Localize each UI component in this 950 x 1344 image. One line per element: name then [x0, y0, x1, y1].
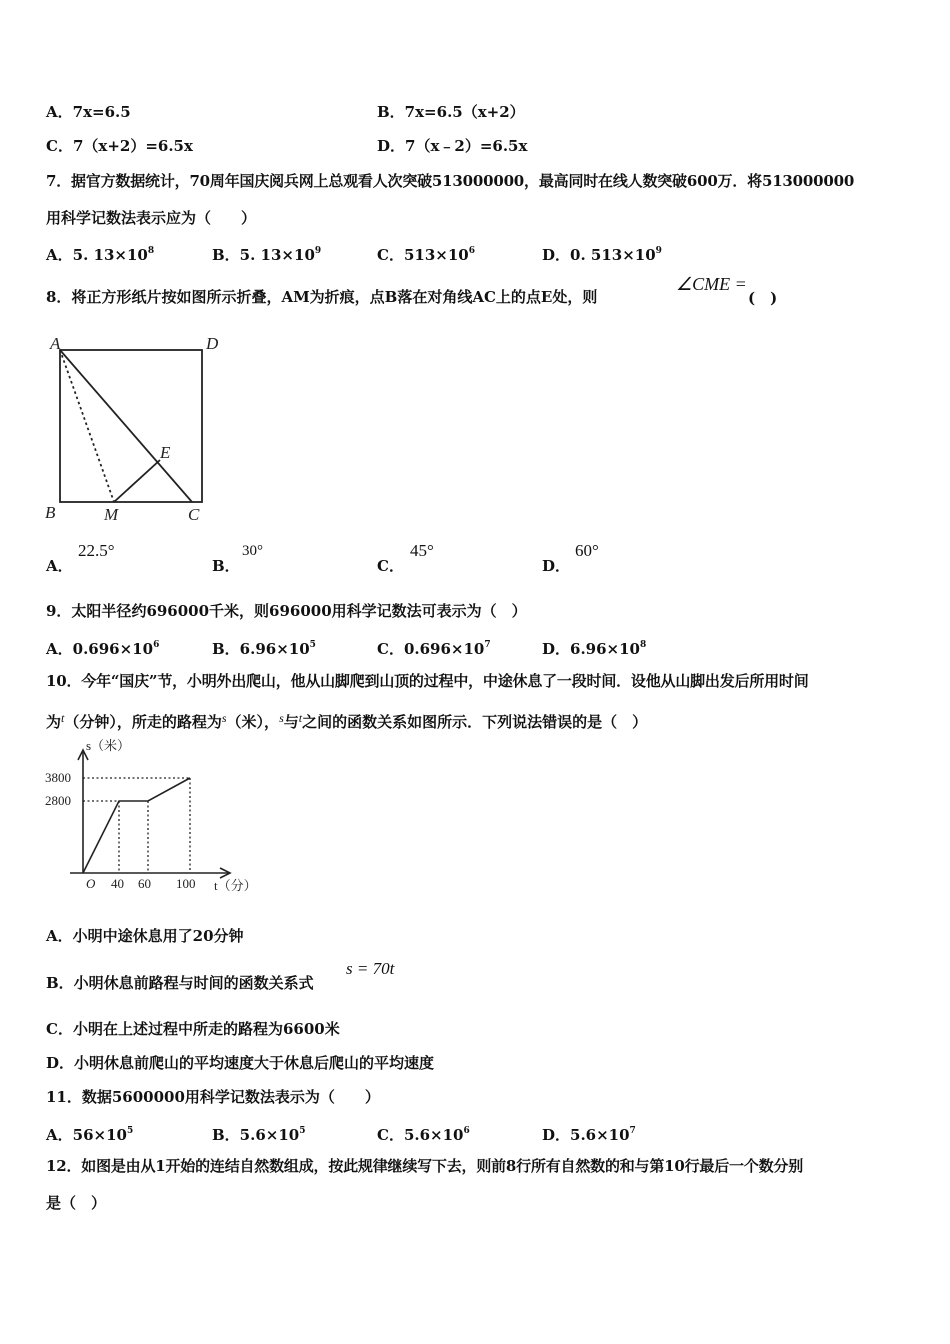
q8-square-figure	[40, 330, 230, 525]
q8-option-b-value: 30°	[242, 543, 263, 559]
fig-label-m: M	[104, 505, 119, 524]
q7-option-d: D．0. $513\times 10^9$	[542, 246, 662, 264]
graph-x-label: t（分）	[214, 878, 257, 893]
graph-x-tick-100: 100	[176, 876, 196, 891]
q8-option-c-value: 45°	[410, 541, 434, 560]
graph-y-tick-2800: 2800	[45, 793, 71, 808]
q10-option-b-formula: s = 70t	[346, 959, 395, 978]
q10-option-a: A．小明中途休息用了20分钟	[46, 927, 244, 945]
q7-option-c: C．$513\times 10^6$	[377, 246, 475, 264]
graph-x-tick-60: 60	[138, 876, 151, 891]
q12-stem-line1: 12．如图是由从1开始的连结自然数组成，按此规律继续写下去，则前8行所有自然数的和与第10行最后一个数分别	[46, 1157, 804, 1175]
q11-stem: 11．数据5600000用科学记数法表示为（ ）	[46, 1088, 380, 1106]
q9-stem: 9．太阳半径约696000千米，则696000用科学记数法可表示为（ ）	[46, 602, 527, 620]
q8-option-c-label: C．	[377, 557, 404, 575]
q9-option-c: C．$0.696\times 10^7$	[377, 640, 491, 658]
q8-option-d-label: D．	[542, 557, 571, 575]
q10-option-d: D．小明休息前爬山的平均速度大于休息后爬山的平均速度	[46, 1054, 435, 1072]
q7-stem-line2: 用科学记数法表示应为（ ）	[46, 209, 257, 227]
q7-stem-line1: 7．据官方数据统计，70周年国庆阅兵网上总观看人次突破513000000，最高同时在线人数突破600万．将513000000	[46, 172, 855, 190]
q7-option-b: B．5. $13\times 10^9$	[212, 246, 322, 264]
graph-origin: O	[86, 876, 96, 891]
q7-option-a: A．5. $13\times 10^8$	[46, 246, 155, 264]
q11-option-b: B．$5.6\times 10^5$	[212, 1126, 306, 1144]
q8-stem: 8．将正方形纸片按如图所示折叠，AM为折痕，点B落在对角线AC上的点E处，则	[46, 288, 598, 306]
q9-option-b: B．$6.96\times 10^5$	[212, 640, 316, 658]
q6-option-b: B．7x=6.5（x+2）	[377, 103, 525, 121]
q10-stem-line2: 为$^t$（分钟），所走的路程为$^s$（米），$^s$与$^t$之间的函数关系如图所示．下列说法错误的是（ ）	[46, 711, 648, 731]
q9-option-a: A．$0.696\times 10^6$	[46, 640, 160, 658]
graph-y-tick-3800: 3800	[45, 770, 71, 785]
q12-stem-line2: 是（ ）	[46, 1194, 107, 1212]
q11-option-d: D．$5.6\times 10^7$	[542, 1126, 636, 1144]
q6-option-a: A．7x=6.5	[46, 103, 131, 121]
graph-y-label: s（米）	[86, 738, 131, 753]
q6-option-d: D．7（x﹣2）=6.5x	[377, 137, 528, 155]
q8-option-b-label: B．	[212, 557, 240, 575]
q10-option-c: C．小明在上述过程中所走的路程为6600米	[46, 1020, 340, 1038]
q10-stem-line1: 10．今年“国庆”节，小明外出爬山，他从山脚爬到山顶的过程中，中途休息了一段时间．设他从山脚出发后所用时间	[46, 672, 809, 690]
q8-angle-expression: ∠CME =	[676, 274, 747, 294]
q11-option-c: C．$5.6\times 10^6$	[377, 1126, 470, 1144]
q8-option-a-value: 22.5°	[78, 541, 115, 560]
graph-x-tick-40: 40	[111, 876, 124, 891]
fig-label-d: D	[206, 334, 219, 353]
q10-option-b: B．小明休息前路程与时间的函数关系式	[46, 974, 314, 992]
q8-option-d-value: 60°	[575, 541, 599, 560]
q9-option-d: D．$6.96\times 10^8$	[542, 640, 647, 658]
q8-paren: ( )	[748, 289, 778, 307]
fig-label-c: C	[188, 505, 200, 524]
q8-option-a-label: A．	[46, 557, 73, 575]
fig-label-b: B	[45, 503, 56, 522]
fig-label-e: E	[160, 443, 171, 462]
q10-distance-time-graph	[40, 738, 270, 900]
q11-option-a: A．$56\times 10^5$	[46, 1126, 134, 1144]
q6-option-c: C．7（x+2）=6.5x	[46, 137, 193, 155]
fig-label-a: A	[50, 334, 61, 353]
